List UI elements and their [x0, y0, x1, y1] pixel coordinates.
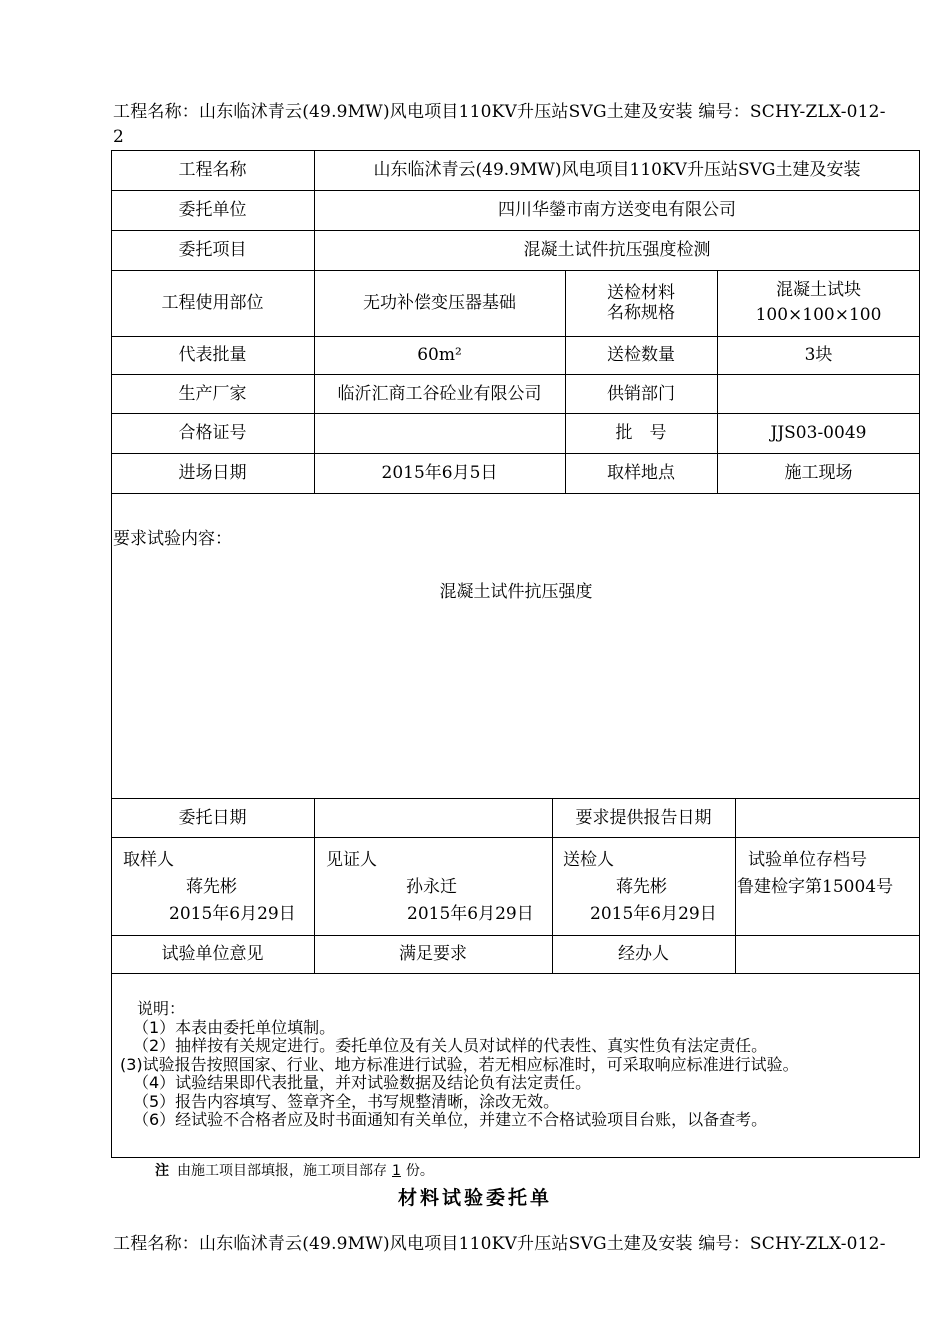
maker-value: 临沂汇商工谷砼业有限公司: [337, 383, 542, 404]
item-label: 委托项目: [178, 240, 247, 260]
notes-item-3: (3)试验报告按照国家、行业、地方标准进行试验，若无相应标准时，可采取响应标准进行试验。: [120, 1054, 799, 1074]
sales-label: 供销部门: [607, 383, 675, 404]
material-label-line2: 名称规格: [607, 303, 675, 323]
entry-date-value: 2015年6月5日: [381, 463, 498, 483]
usage-label: 工程使用部位: [161, 293, 264, 313]
client-label: 委托单位: [178, 200, 247, 220]
project-name-value: 山东临沭青云(49.9MW)风电项目110KV升压站SVG土建及安装: [373, 160, 861, 180]
client-value: 四川华鎣市南方送变电有限公司: [498, 200, 736, 220]
archive-value: 鲁建检字第15004号: [737, 877, 894, 897]
entry-date-label: 进场日期: [178, 463, 247, 483]
cert-label: 合格证号: [178, 423, 247, 443]
footer-note: [155, 1160, 434, 1180]
sampler-label: 取样人: [123, 850, 174, 870]
material-value-line1: 混凝土试块: [776, 280, 861, 300]
handler-label: 经办人: [618, 944, 669, 964]
witness-date: 2015年6月29日: [407, 904, 534, 924]
usage-value: 无功补偿变压器基础: [363, 293, 516, 313]
footer-note-label: 注: [155, 1163, 169, 1179]
notes-item-5: （5）报告内容填写、签章齐全，书写规整清晰，涂改无效。: [133, 1091, 560, 1111]
material-value-line2: 100×100×100: [755, 305, 882, 325]
report-date-value: [735, 798, 920, 837]
sampler-name: 蒋先彬: [186, 877, 237, 897]
commission-date-label: 委托日期: [178, 807, 247, 828]
notes-block: [120, 999, 799, 1130]
header-line-2: 工程名称：山东临沭青云(49.9MW)风电项目110KV升压站SVG土建及安装 编号：SCHY-ZLX-012-: [113, 1234, 886, 1254]
opinion-value: 满足要求: [399, 944, 467, 964]
material-value: [717, 270, 920, 336]
qty-value: 3块: [804, 345, 833, 365]
document-title: 材料试验委托单: [397, 1187, 552, 1209]
sample-place-value: 施工现场: [784, 463, 853, 483]
notes-item-6: （6）经试验不合格者应及时书面通知有关单位，并建立不合格试验项目台账，以备查考。: [133, 1110, 768, 1129]
batch-label: 代表批量: [178, 345, 247, 365]
header-line-1-cont: 2: [113, 127, 125, 147]
item-value: 混凝土试件抗压强度检测: [523, 240, 711, 260]
footer-note-text: 由施工项目部填报，施工项目部存: [177, 1163, 387, 1179]
notes-title: 说明：: [137, 999, 186, 1018]
cert-value: [314, 413, 565, 453]
requirement-label: 要求试验内容：: [113, 529, 232, 549]
witness-name: 孙永迁: [406, 877, 457, 897]
header-line-1: 工程名称：山东临沭青云(49.9MW)风电项目110KV升压站SVG土建及安装 编号：SCHY-ZLX-012-: [113, 102, 886, 122]
notes-item-2: （2）抽样按有关规定进行。委托单位及有关人员对试样的代表性、真实性负有法定责任。: [133, 1036, 768, 1055]
commission-date-value: [314, 798, 552, 837]
footer-note-suffix: 份。: [405, 1163, 434, 1179]
lot-label: 批 号: [615, 423, 667, 443]
qty-label: 送检数量: [607, 345, 675, 365]
header-project-line: [113, 100, 893, 150]
sender-date: 2015年6月29日: [590, 904, 717, 924]
commission-table: [111, 150, 920, 1158]
material-label: [565, 270, 717, 336]
sample-place-label: 取样地点: [607, 463, 675, 483]
sender-name: 蒋先彬: [616, 877, 667, 897]
requirement-value: 混凝土试件抗压强度: [439, 582, 593, 602]
sampler-date: 2015年6月29日: [169, 904, 296, 924]
material-label-line1: 送检材料: [607, 283, 675, 303]
sales-value: [717, 374, 920, 413]
notes-item-4: （4）试验结果即代表批量，并对试验数据及结论负有法定责任。: [133, 1073, 592, 1092]
opinion-label: 试验单位意见: [161, 944, 264, 964]
lot-value: JJS03-0049: [770, 423, 867, 443]
sender-label: 送检人: [563, 850, 614, 870]
project-name-label: 工程名称: [178, 160, 247, 180]
batch-value: 60m²: [417, 345, 462, 365]
handler-value: [735, 935, 920, 973]
witness-label: 见证人: [326, 850, 377, 870]
footer-note-count: 1: [392, 1163, 401, 1179]
report-date-label: 要求提供报告日期: [575, 807, 712, 828]
notes-item-1: （1）本表由委托单位填制。: [133, 1017, 336, 1037]
archive-label: 试验单位存档号: [748, 850, 867, 870]
maker-label: 生产厂家: [178, 383, 247, 404]
